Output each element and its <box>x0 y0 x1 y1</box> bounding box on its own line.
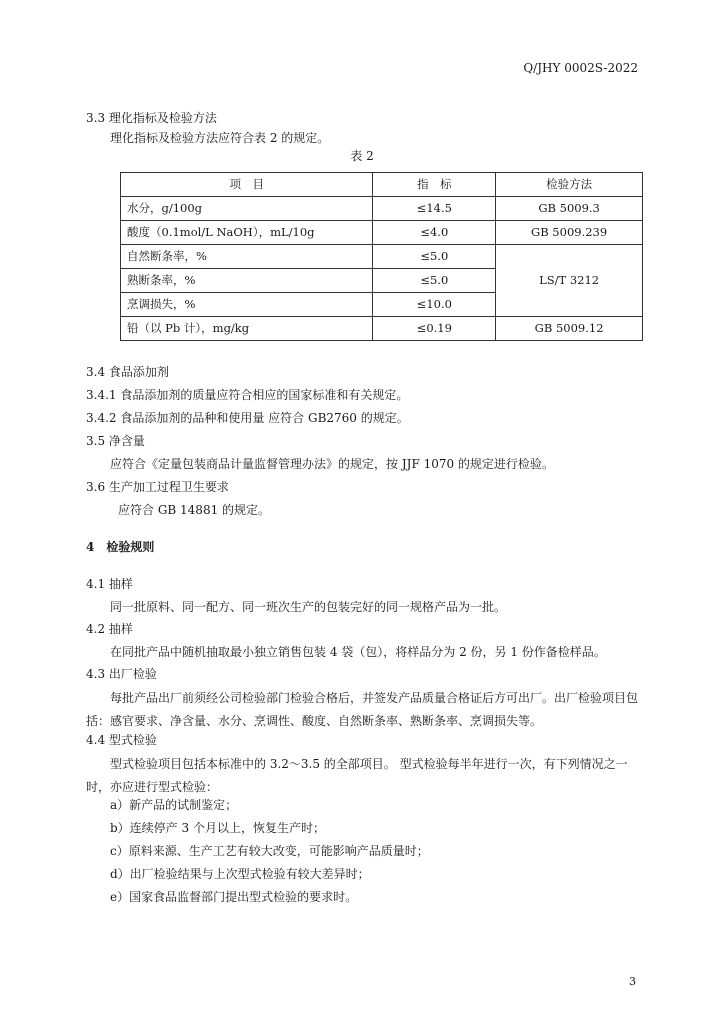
section-4-1-title: 4.1 抽样 <box>86 577 133 591</box>
section-3-4-title: 3.4 食品添加剂 <box>86 365 169 379</box>
section-3-5-title: 3.5 净含量 <box>86 434 145 448</box>
table-header-row <box>121 173 643 197</box>
cell-value: ≤10.0 <box>373 293 496 317</box>
section-3-3-title: 3.3 理化指标及检验方法 <box>86 111 217 125</box>
section-3-6-title: 3.6 生产加工过程卫生要求 <box>86 480 229 494</box>
spec-table <box>120 172 643 341</box>
section-3-6-body: 应符合 GB 14881 的规定。 <box>118 503 271 517</box>
cell-method: GB 5009.3 <box>496 197 643 221</box>
section-4-title: 4 检验规则 <box>86 540 155 554</box>
cell-item: 烹调损失，% <box>121 293 373 317</box>
header-method: 检验方法 <box>496 173 643 197</box>
cell-item: 酸度（0.1mol/L NaOH），mL/10g <box>121 221 373 245</box>
table-row <box>121 317 643 341</box>
section-3-4-2: 3.4.2 食品添加剂的品种和使用量 应符合 GB2760 的规定。 <box>86 411 409 425</box>
section-3-4-1: 3.4.1 食品添加剂的质量应符合相应的国家标准和有关规定。 <box>86 388 409 402</box>
cell-method: GB 5009.12 <box>496 317 643 341</box>
section-4-4-body: 型式检验项目包括本标准中的 3.2～3.5 的全部项目。 型式检验每半年进行一次，有下列情况之一时，亦应进行型式检验： <box>86 757 628 794</box>
cell-value: ≤4.0 <box>373 221 496 245</box>
list-item: e）国家食品监督部门提出型式检验的要求时。 <box>110 890 358 904</box>
table-caption: 表 2 <box>350 149 374 163</box>
cell-value: ≤0.19 <box>373 317 496 341</box>
section-4-3-title: 4.3 出厂检验 <box>86 667 157 681</box>
cell-value: ≤5.0 <box>373 245 496 269</box>
document-code: Q/JHY 0002S-2022 <box>523 61 638 75</box>
table-row <box>121 221 643 245</box>
cell-method-merged: LS/T 3212 <box>496 245 643 317</box>
section-4-1-body: 同一批原料、同一配方、同一班次生产的包装完好的同一规格产品为一批。 <box>110 600 507 614</box>
cell-value: ≤5.0 <box>373 269 496 293</box>
list-item: a）新产品的试制鉴定； <box>110 798 238 812</box>
list-item: d）出厂检验结果与上次型式检验有较大差异时； <box>110 867 370 881</box>
section-4-2-title: 4.2 抽样 <box>86 622 133 636</box>
cell-method: GB 5009.239 <box>496 221 643 245</box>
section-4-2-body: 在同批产品中随机抽取最小独立销售包装 4 袋（包），将样品分为 2 份，另 1 份作备检样品。 <box>110 645 606 659</box>
cell-item: 自然断条率，% <box>121 245 373 269</box>
section-4-4-title: 4.4 型式检验 <box>86 733 157 747</box>
header-item: 项 目 <box>121 173 373 197</box>
cell-item: 水分，g/100g <box>121 197 373 221</box>
header-value: 指 标 <box>373 173 496 197</box>
table-row <box>121 245 643 269</box>
section-4-3-body: 每批产品出厂前须经公司检验部门检验合格后，并签发产品质量合格证后方可出厂。出厂检验项目包括：感官要求、净含量、水分、烹调性、酸度、自然断条率、熟断条率、烹调损失等。 <box>86 691 639 728</box>
list-item: c）原料来源、生产工艺有较大改变，可能影响产品质量时； <box>110 844 429 858</box>
list-item: b）连续停产 3 个月以上，恢复生产时； <box>110 821 325 835</box>
cell-item: 铅（以 Pb 计），mg/kg <box>121 317 373 341</box>
table-row <box>121 197 643 221</box>
cell-item: 熟断条率，% <box>121 269 373 293</box>
section-3-5-body: 应符合《定量包装商品计量监督管理办法》的规定，按 JJF 1070 的规定进行检验。 <box>110 457 554 471</box>
cell-value: ≤14.5 <box>373 197 496 221</box>
page-number: 3 <box>629 975 636 988</box>
section-3-3-body: 理化指标及检验方法应符合表 2 的规定。 <box>110 131 330 145</box>
